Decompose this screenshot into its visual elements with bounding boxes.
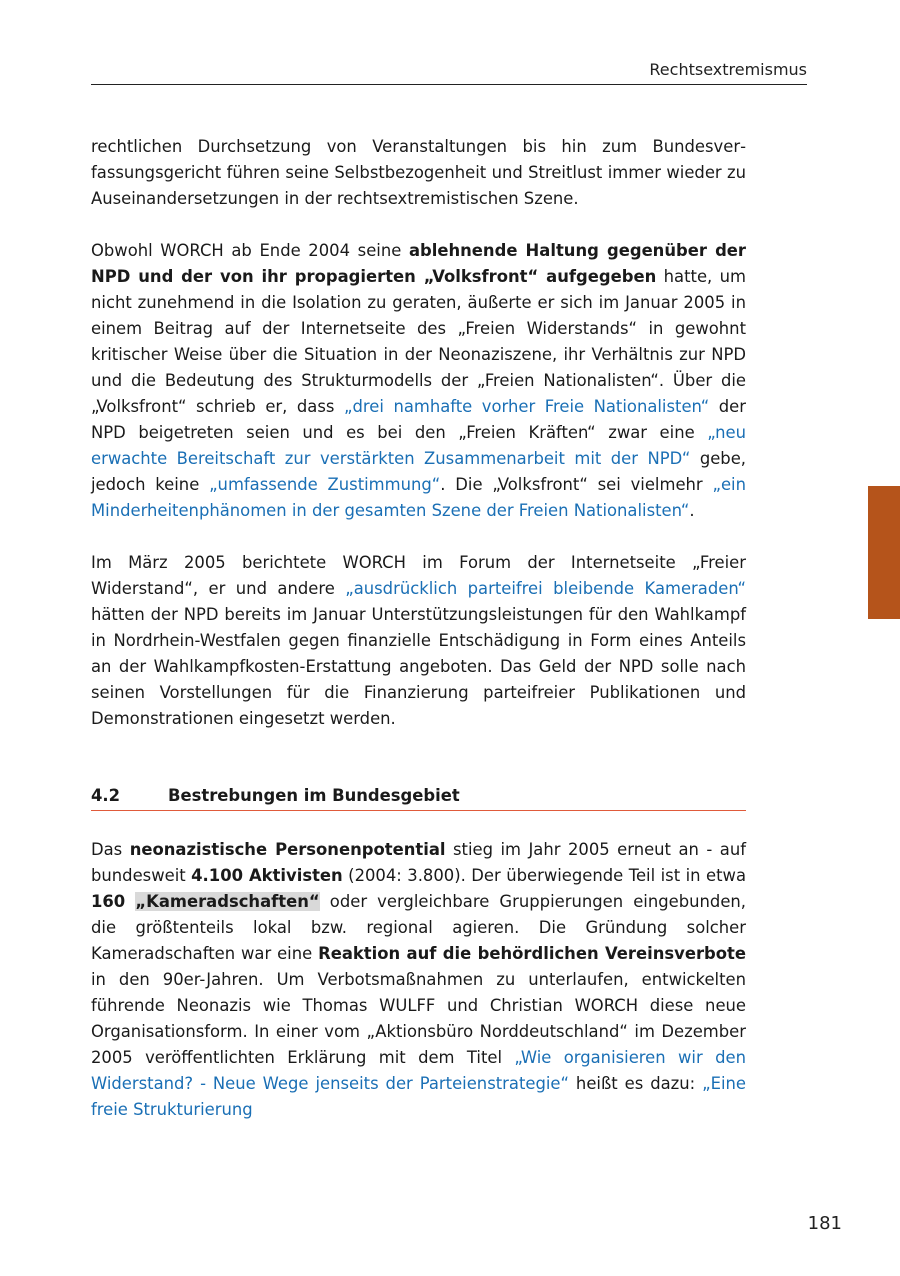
chapter-tab-marker xyxy=(868,486,900,619)
paragraph-3 xyxy=(91,550,746,732)
section-number: 4.2 xyxy=(91,786,121,805)
p2-text-1: hatte, um nicht zunehmend in die Isolation zu geraten, äußerte er sich im Januar 2005 in einem Beitrag auf der Internetseite des „Freien Widerstands“ in gewohnt kritischer Weise über die Situation in der Neonaziszene, ihr Verhältnis zur NPD und die Bedeutung des Strukturmodells der „Freien Nationalisten“. Über die „Volksfront“ schrieb er, dass xyxy=(91,267,746,416)
p4-text-0: Das xyxy=(91,840,130,859)
p4-quote-1: „Eine freie Strukturierung xyxy=(91,1074,746,1119)
p2-text-2: der NPD beigetreten seien und es bei den „Freien Kräften“ zwar eine xyxy=(91,397,746,442)
page-body xyxy=(91,134,746,1123)
p2-text-4: . Die „Volksfront“ sei vielmehr xyxy=(440,475,713,494)
section-heading xyxy=(91,784,746,811)
p4-bold-1: 4.100 Aktivisten xyxy=(191,866,343,885)
p2-bold-0: ablehnende Haltung gegenüber der NPD und der von ihr propagierten „Volksfront“ aufgegeben xyxy=(91,241,747,286)
p2-quote-0: „drei namhafte vorher Freie Nationalisten“ xyxy=(343,397,710,416)
p4-bold-0: neonazistische Personenpotential xyxy=(129,840,446,859)
paragraph-2 xyxy=(91,238,746,524)
p4-text-4: oder vergleichbare Gruppierungen eingebunden, die größtenteils lokal bzw. regional agieren. Die Gründung solcher Kameradschaften war eine xyxy=(91,892,746,963)
p4-text-5: in den 90er-Jahren. Um Verbotsmaßnahmen zu unterlaufen, entwickelten führende Neonazis wie Thomas WULFF und Christian WORCH diese neue Organisationsform. In einer vom „Aktionsbüro Norddeutschland“ im Dezember 2005 veröffentlichten Erklärung mit dem Titel xyxy=(91,970,746,1067)
p4-text-1: stieg im Jahr 2005 erneut an - auf bundesweit xyxy=(91,840,746,885)
p4-text-2: (2004: 3.800). Der überwiegende Teil ist in etwa xyxy=(342,866,746,885)
p2-text-5: . xyxy=(689,501,695,520)
paragraph-1 xyxy=(91,134,746,212)
running-header-title: Rechtsextremismus xyxy=(649,60,807,79)
p3-text-1: hätten der NPD bereits im Januar Unterstützungsleistungen für den Wahlkampf in Nordrhein-Westfalen gegen finanzielle Entschädigung in Form eines Anteils an der Wahlkampfkosten-Erstattung angeboten. Das Geld der NPD solle nach seinen Vorstellungen für die Finanzierung parteifreier Publikationen und Demonstrationen eingesetzt werden. xyxy=(91,605,746,728)
paragraph-4 xyxy=(91,837,746,1123)
section-title: Bestrebungen im Bundesgebiet xyxy=(168,786,460,805)
p4-bold-highlight: „Kameradschaften“ xyxy=(135,892,320,911)
p2-text-3: gebe, jedoch keine xyxy=(91,449,747,494)
p3-quote-0: „ausdrücklich parteifrei bleibende Kameraden“ xyxy=(345,579,747,598)
p4-bold-4: Reaktion auf die behördlichen Vereinsverbote xyxy=(318,944,746,963)
p4-quote-0: „Wie organisieren wir den Widerstand? - Neue Wege jenseits der Parteienstrategie“ xyxy=(91,1048,746,1093)
p2-quote-1: „neu erwachte Bereitschaft zur verstärkten Zusammenarbeit mit der NPD“ xyxy=(91,423,746,468)
p3-text-0: Im März 2005 berichtete WORCH im Forum der Internetseite „Freier Widerstand“, er und andere xyxy=(91,553,746,598)
p2-quote-2: „umfassende Zustimmung“ xyxy=(209,475,441,494)
p4-text-6: heißt es dazu: xyxy=(568,1074,703,1093)
header-rule xyxy=(91,84,807,85)
p2-quote-3: „ein Minderheitenphänomen in der gesamten Szene der Freien Nationalisten“ xyxy=(91,475,746,520)
paragraph-1-text: rechtlichen Durchsetzung von Veranstaltungen bis hin zum Bundesverfassungsgericht führen seine Selbstbezogenheit und Streitlust immer wieder zu Auseinandersetzungen in der rechtsextremistischen Szene. xyxy=(91,137,746,208)
p4-text-3 xyxy=(125,892,135,911)
page-number: 181 xyxy=(807,1213,842,1234)
p4-bold-2: 160 xyxy=(91,892,126,911)
p2-text-0: Obwohl WORCH ab Ende 2004 seine xyxy=(91,241,409,260)
